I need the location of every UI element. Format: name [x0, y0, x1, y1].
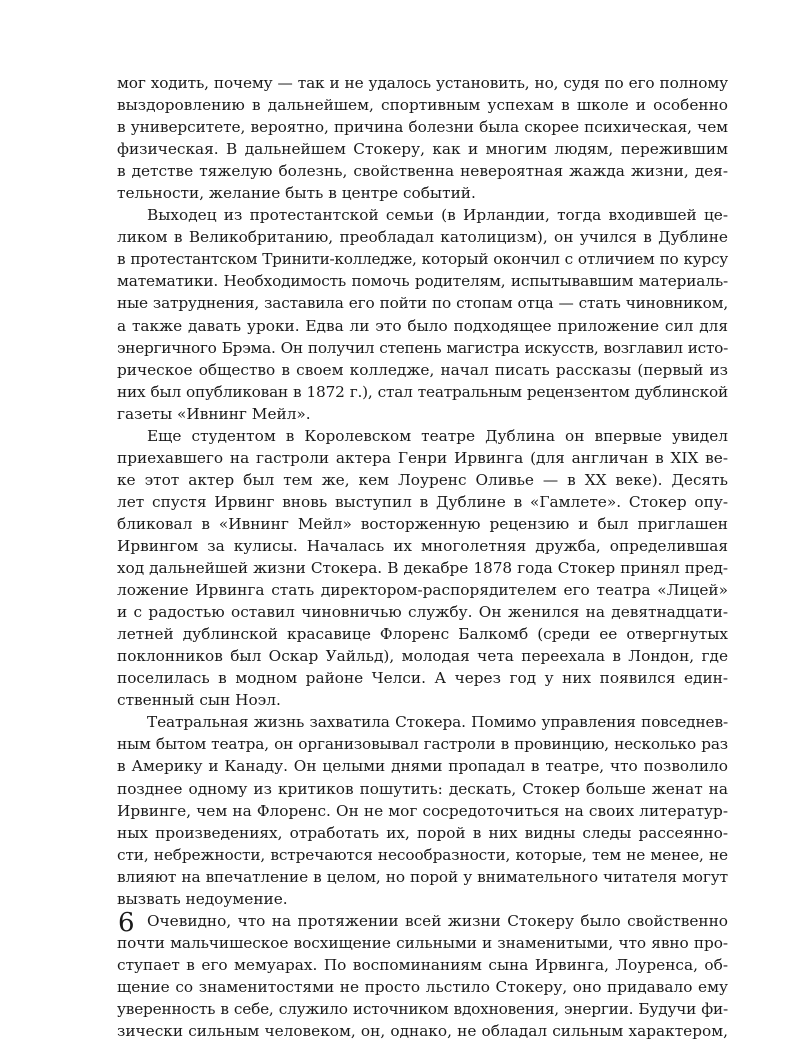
text-line: а также давать уроки. Едва ли это было подходящее приложение сил для — [117, 316, 728, 335]
text-line: приехавшего на гастроли актера Генри Ирвинга (для англичан в XIX ве- — [117, 448, 728, 467]
text-line: Еще студентом в Королевском театре Дублина он впервые увидел — [147, 426, 728, 445]
text-line: ход дальнейшей жизни Стокера. В декабре 1878 года Стокер принял пред- — [117, 559, 728, 578]
text-line: ные затруднения, заставила его пойти по стопам отца — стать чиновником, — [117, 294, 728, 313]
text-line: ным бытом театра, он организовывал гастроли в провинцию, несколько раз — [117, 735, 728, 754]
text-line: вызвать недоумение. — [117, 889, 288, 908]
text-line: Ирвинге, чем на Флоренс. Он не мог сосредоточиться на своих литератур- — [117, 801, 728, 820]
text-line: тельности, желание быть в центре событий. — [117, 184, 476, 203]
text-line: почти мальчишеское восхищение сильными и знаменитыми, что явно про- — [117, 933, 728, 952]
text-line: Очевидно, что на протяжении всей жизни Стокеру было свойственно — [147, 911, 728, 930]
text-line: ликом в Великобританию, преобладал католицизм), он учился в Дублине — [117, 228, 728, 247]
text-line: в Америку и Канаду. Он целыми днями пропадал в театре, что позволило — [117, 757, 728, 776]
text-line: летней дублинской красавице Флоренс Балкомб (среди ее отвергнутых — [117, 625, 728, 644]
text-line: выздоровлению в дальнейшем, спортивным успехам в школе и особенно — [117, 96, 728, 115]
text-line: Театральная жизнь захватила Стокера. Помимо управления повседнев- — [147, 713, 728, 732]
text-line: ственный сын Ноэл. — [117, 691, 281, 710]
text-line: в университете, вероятно, причина болезни была скорее психическая, чем — [117, 118, 728, 137]
text-line: и с радостью оставил чиновничью службу. Он женился на девятнадцати- — [117, 603, 728, 622]
text-line: энергичного Брэма. Он получил степень магистра искусств, возглавил исто- — [117, 338, 728, 357]
text-line: поселилась в модном районе Челси. А через год у них появился един- — [117, 669, 728, 688]
text-line: Выходец из протестантской семьи (в Ирландии, тогда входившей це- — [147, 206, 728, 225]
text-line: в детстве тяжелую болезнь, свойственна невероятная жажда жизни, дея- — [117, 162, 728, 181]
body-text — [117, 72, 728, 1042]
text-line: в протестантском Тринити-колледже, который окончил с отличием по курсу — [117, 250, 728, 269]
text-line: мог ходить, почему — так и не удалось установить, но, судя по его полному — [117, 74, 728, 92]
text-line: уверенность в себе, служило источником вдохновения, энергии. Будучи фи- — [117, 999, 728, 1018]
text-line: математики. Необходимость помочь родителям, испытывавшим материаль- — [117, 272, 728, 291]
text-line: лет спустя Ирвинг вновь выступил в Дублине в «Гамлете». Стокер опу- — [117, 492, 728, 511]
text-line: позднее одному из критиков пошутить: дескать, Стокер больше женат на — [117, 779, 728, 798]
text-line: ке этот актер был тем же, кем Лоуренс Оливье — в XX веке). Десять — [117, 470, 728, 489]
text-line: влияют на впечатление в целом, но порой у внимательного читателя могут — [117, 867, 728, 886]
text-line: них был опубликован в 1872 г.), стал театральным рецензентом дублинской — [117, 382, 728, 401]
page-number: 6 — [118, 908, 135, 938]
text-line: газеты «Ивнинг Мейл». — [117, 404, 311, 423]
text-line: щение со знаменитостями не просто льстило Стокеру, оно придавало ему — [117, 977, 728, 996]
text-line: рическое общество в своем колледже, начал писать рассказы (первый из — [117, 360, 728, 379]
text-line: поклонников был Оскар Уайльд), молодая чета переехала в Лондон, где — [117, 647, 728, 666]
text-line: сти, небрежности, встречаются несообразности, которые, тем не менее, не — [117, 845, 728, 864]
text-line: ных произведениях, отработать их, порой в них видны следы рассеянно- — [117, 823, 728, 842]
text-line: физическая. В дальнейшем Стокеру, как и многим людям, пережившим — [117, 140, 728, 159]
text-line: Ирвингом за кулисы. Началась их многолетняя дружба, определившая — [117, 536, 728, 555]
text-line: зически сильным человеком, он, однако, не обладал сильным характером, — [117, 1022, 728, 1041]
text-line: ложение Ирвинга стать директором-распорядителем его театра «Лицей» — [117, 581, 728, 600]
text-line: ступает в его мемуарах. По воспоминаниям сына Ирвинга, Лоуренса, об- — [117, 955, 728, 974]
text-line: бликовал в «Ивнинг Мейл» восторженную рецензию и был приглашен — [117, 514, 728, 533]
